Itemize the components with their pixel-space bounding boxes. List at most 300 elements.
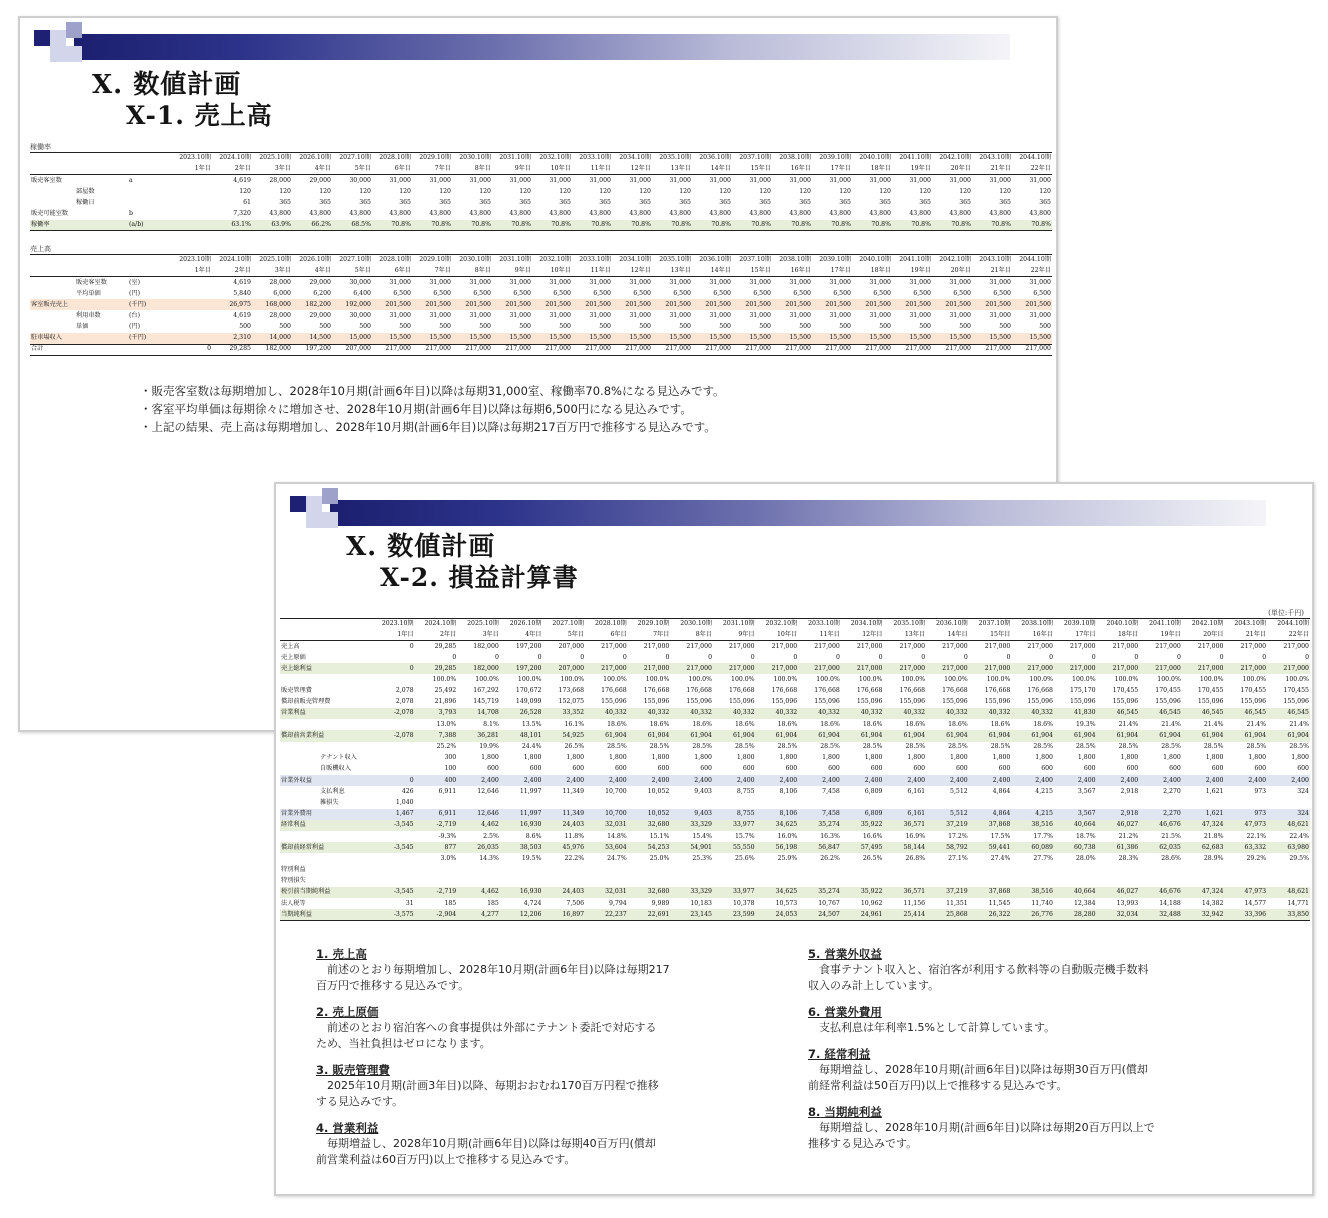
value-cell: 28,000 — [252, 277, 292, 288]
value-cell: 61,904 — [756, 730, 799, 741]
value-cell: 43,800 — [669, 209, 691, 217]
value-cell — [1139, 865, 1182, 876]
value-cell: 27.4% — [990, 854, 1011, 862]
period-header: 2036.10期 — [692, 153, 732, 164]
value-cell: 31,000 — [972, 175, 1012, 186]
header-spacer — [128, 266, 172, 277]
value-cell: 2,918 — [1120, 787, 1139, 795]
value-cell: 29,000 — [292, 175, 332, 186]
value-cell: 43,800 — [789, 209, 811, 217]
value-cell: 500 — [719, 323, 731, 331]
value-cell: 31,000 — [629, 311, 651, 319]
value-cell: 31,000 — [452, 175, 492, 186]
value-cell: 10,700 — [605, 787, 627, 795]
value-cell: 1,800 — [1120, 754, 1139, 762]
page-subtitle: X-1. 売上高 — [126, 101, 273, 130]
value-cell: 100.0% — [986, 675, 1011, 683]
value-cell: 217,000 — [1182, 641, 1225, 652]
value-cell — [415, 865, 458, 876]
value-cell: 18.6% — [649, 720, 670, 728]
value-cell — [1182, 865, 1225, 876]
value-cell: 0 — [878, 653, 883, 661]
value-cell: 26.5% — [862, 854, 883, 862]
row-label: 営業利益 — [280, 708, 372, 719]
value-cell: 11,997 — [519, 787, 542, 795]
value-cell — [926, 865, 969, 876]
year-header: 19年目 — [892, 266, 932, 277]
value-cell: 25,492 — [434, 687, 457, 695]
value-cell: 46,545 — [1225, 708, 1268, 719]
value-cell: 15,500 — [852, 333, 892, 344]
value-cell — [172, 175, 212, 186]
value-cell — [1267, 865, 1310, 876]
value-cell: 4,462 — [457, 887, 500, 898]
value-cell: 70.8% — [572, 220, 612, 231]
header-spacer — [128, 255, 172, 266]
period-header: 2027.10期 — [543, 619, 586, 630]
value-cell: 201,500 — [412, 299, 452, 310]
value-cell: 13,993 — [1116, 899, 1139, 907]
row-unit: (円) — [129, 323, 141, 331]
value-cell: 43,800 — [869, 209, 891, 217]
period-header: 2044.10期 — [1012, 153, 1052, 164]
value-cell: 217,000 — [732, 344, 772, 355]
year-header: 4年目 — [292, 164, 332, 175]
value-cell — [756, 798, 799, 809]
value-cell: 120 — [239, 187, 251, 195]
value-cell: 201,500 — [932, 299, 972, 310]
value-cell — [172, 322, 212, 333]
value-cell: 100.0% — [901, 675, 926, 683]
value-cell: 61,904 — [841, 730, 884, 741]
value-cell: 4,864 — [969, 809, 1012, 820]
value-cell: 365 — [599, 198, 611, 206]
value-cell: 31,000 — [892, 277, 932, 288]
value-cell: 217,000 — [772, 344, 812, 355]
value-cell — [172, 186, 212, 197]
value-cell: 1,621 — [1182, 809, 1225, 820]
value-cell: 120 — [719, 187, 731, 195]
header-spacer — [30, 153, 128, 164]
year-header: 18年目 — [852, 266, 892, 277]
period-header: 2031.10期 — [492, 153, 532, 164]
value-cell: 201,500 — [892, 299, 932, 310]
value-cell: 58,144 — [884, 842, 927, 853]
value-cell: 600 — [785, 765, 798, 773]
value-cell: 100.0% — [944, 675, 968, 683]
bullet-item: ・上記の結果、売上高は毎期増加し、2028年10月期(計画6年目)以降は毎期217百万円で推移する見込みです。 — [140, 420, 716, 434]
value-cell: 14,708 — [457, 708, 500, 719]
value-cell — [415, 876, 458, 887]
table-row — [280, 865, 1310, 876]
value-cell: 217,000 — [692, 344, 732, 355]
year-header: 16年目 — [772, 164, 812, 175]
value-cell: 155,096 — [899, 698, 926, 706]
value-cell: 6,500 — [473, 289, 491, 297]
value-cell: 28.5% — [1118, 743, 1139, 751]
note-body: 2025年10月期(計画3年目)以降、毎期おおむね170百万円程で推移 する見込みです。 — [316, 1079, 659, 1108]
period-header: 2031.10期 — [713, 619, 756, 630]
period-header: 2030.10期 — [452, 255, 492, 266]
value-cell: 61,904 — [1097, 730, 1140, 741]
value-cell: 31,000 — [652, 277, 692, 288]
value-cell: 2,400 — [884, 775, 927, 786]
value-cell: 2,270 — [1139, 809, 1182, 820]
value-cell: 8,755 — [736, 787, 755, 795]
row-unit — [128, 344, 172, 355]
value-cell — [670, 798, 713, 809]
value-cell: 63,980 — [1267, 842, 1310, 853]
year-header: 4年目 — [500, 630, 543, 641]
year-header: 19年目 — [892, 164, 932, 175]
value-cell: 24,961 — [841, 909, 884, 920]
year-header: 5年目 — [543, 630, 586, 641]
table-row — [280, 853, 1310, 864]
year-header: 20年目 — [932, 266, 972, 277]
value-cell: 100.0% — [645, 675, 670, 683]
value-cell: 70.8% — [972, 220, 1012, 231]
value-cell: 37,868 — [969, 820, 1012, 831]
header-square — [50, 30, 66, 46]
value-cell: 33,329 — [670, 820, 713, 831]
value-cell: 182,000 — [457, 641, 500, 652]
value-cell: 201,500 — [692, 299, 732, 310]
value-cell: 120 — [879, 187, 891, 195]
year-header: 6年目 — [372, 266, 412, 277]
value-cell: 31,000 — [772, 175, 812, 186]
value-cell — [457, 876, 500, 887]
value-cell: 0 — [1305, 653, 1309, 661]
value-cell — [1182, 876, 1225, 887]
value-cell: 18.6% — [1033, 720, 1053, 728]
value-cell: 18.6% — [820, 720, 840, 728]
year-header: 15年目 — [732, 164, 772, 175]
value-cell: 120 — [479, 187, 491, 195]
period-header: 2036.10期 — [926, 619, 969, 630]
header-square — [66, 46, 82, 62]
row-label: 支払利息 — [320, 787, 345, 795]
value-cell: 6,911 — [438, 787, 457, 795]
value-cell: 155,096 — [771, 698, 798, 706]
value-cell: 31,000 — [509, 311, 531, 319]
value-cell: 70.8% — [452, 220, 492, 231]
note-body: 前述のとおり宿泊客への食事提供は外部にテナント委託で対応する ため、当社負担はゼロになります。 — [316, 1021, 657, 1050]
value-cell: 176,668 — [729, 687, 755, 695]
note-item — [316, 946, 756, 994]
year-header: 10年目 — [532, 164, 572, 175]
row-label: 売上高 — [280, 641, 372, 652]
value-cell: 24.4% — [521, 743, 542, 751]
value-cell: 29,000 — [292, 277, 332, 288]
period-header: 2043.10期 — [972, 255, 1012, 266]
value-cell: 2,310 — [212, 333, 252, 344]
table-row — [30, 277, 1052, 288]
value-cell: 197,200 — [500, 663, 543, 674]
value-cell: 2,400 — [585, 775, 628, 786]
value-cell: 120 — [559, 187, 571, 195]
value-cell: 28.5% — [777, 743, 798, 751]
value-cell: 28.0% — [1075, 854, 1096, 862]
value-cell: 365 — [359, 198, 371, 206]
value-cell: 10,573 — [775, 899, 798, 907]
value-cell: 500 — [439, 323, 451, 331]
value-cell: 120 — [839, 187, 851, 195]
value-cell: 201,500 — [452, 299, 492, 310]
year-header: 2年目 — [415, 630, 458, 641]
year-header: 13年目 — [652, 266, 692, 277]
value-cell: 40,332 — [841, 708, 884, 719]
section-label: 稼働率 — [30, 143, 51, 151]
period-header: 2028.10期 — [372, 153, 412, 164]
note-heading: 6. 営業外費用 — [808, 1005, 882, 1019]
value-cell: 35,922 — [841, 820, 884, 831]
value-cell: -9.3% — [438, 832, 457, 840]
value-cell — [172, 333, 212, 344]
value-cell: 10,052 — [628, 809, 671, 820]
value-cell: 6,500 — [633, 289, 651, 297]
value-cell: 31,000 — [1012, 175, 1052, 186]
page-title: X. 数値計画 — [92, 70, 242, 100]
value-cell: 201,500 — [372, 299, 412, 310]
value-cell: 217,000 — [670, 663, 713, 674]
value-cell: 21.4% — [1203, 720, 1224, 728]
value-cell: 57,495 — [841, 842, 884, 853]
value-cell: 2,400 — [1139, 775, 1182, 786]
value-cell: 31,000 — [909, 311, 931, 319]
value-cell: 31,000 — [772, 277, 812, 288]
value-cell — [798, 865, 841, 876]
value-cell: 4,277 — [457, 909, 500, 920]
value-cell: -3,545 — [372, 820, 415, 831]
value-cell: 43,800 — [1029, 209, 1051, 217]
value-cell: 217,000 — [798, 663, 841, 674]
value-cell: 38,503 — [500, 842, 543, 853]
value-cell: 18.6% — [734, 720, 755, 728]
row-label: 部屋数 — [76, 187, 95, 195]
value-cell: 33,977 — [713, 820, 756, 831]
value-cell: 15,500 — [972, 333, 1012, 344]
value-cell: 600 — [487, 765, 499, 773]
header-spacer — [128, 164, 172, 175]
table-row — [30, 299, 1052, 310]
period-header: 2040.10期 — [1097, 619, 1140, 630]
value-cell: 600 — [1254, 765, 1267, 773]
value-cell — [628, 865, 671, 876]
value-cell: 31,000 — [389, 311, 411, 319]
value-cell: 40,332 — [926, 708, 969, 719]
header-bar — [74, 34, 1010, 60]
value-cell: 500 — [359, 323, 371, 331]
value-cell: 28.5% — [1033, 743, 1053, 751]
value-cell: 0 — [750, 653, 755, 661]
value-cell: 600 — [572, 765, 585, 773]
table-row — [30, 344, 1052, 355]
value-cell: 0 — [494, 653, 499, 661]
value-cell: 13.0% — [436, 720, 457, 728]
value-cell: 192,000 — [332, 299, 372, 310]
value-cell: 31,000 — [589, 311, 611, 319]
value-cell: 56,198 — [756, 842, 799, 853]
value-cell: 28.5% — [607, 743, 627, 751]
value-cell: 201,500 — [852, 299, 892, 310]
value-cell: 120 — [639, 187, 651, 195]
period-header: 2033.10期 — [572, 255, 612, 266]
row-label: 自販機収入 — [320, 765, 351, 773]
value-cell: 201,500 — [772, 299, 812, 310]
year-header: 22年目 — [1012, 266, 1052, 277]
table-row — [30, 197, 1052, 208]
value-cell: 1,800 — [1205, 754, 1224, 762]
value-cell — [1097, 865, 1140, 876]
value-cell: 61,904 — [1267, 730, 1310, 741]
value-cell: 28.5% — [1289, 743, 1309, 751]
value-cell: 217,000 — [812, 344, 852, 355]
value-cell: 100.0% — [603, 675, 627, 683]
value-cell: 31,000 — [692, 277, 732, 288]
row-label: 売上原価 — [281, 653, 306, 661]
value-cell: 32,680 — [628, 820, 671, 831]
row-label: 税引前当期純利益 — [280, 887, 372, 898]
period-header: 2040.10期 — [852, 153, 892, 164]
value-cell: 29.2% — [1246, 854, 1267, 862]
value-cell: 217,000 — [1011, 641, 1054, 652]
year-header: 17年目 — [1054, 630, 1097, 641]
value-cell: 365 — [639, 198, 651, 206]
period-header: 2044.10期 — [1267, 619, 1310, 630]
value-cell: 24,053 — [756, 909, 799, 920]
value-cell: 70.8% — [532, 220, 572, 231]
value-cell: 217,000 — [612, 344, 652, 355]
period-header: 2043.10期 — [1225, 619, 1268, 630]
value-cell: 6,500 — [993, 289, 1011, 297]
header-spacer — [280, 619, 372, 630]
value-cell: 48,621 — [1267, 887, 1310, 898]
value-cell: 1,800 — [1248, 754, 1267, 762]
value-cell: 8,106 — [779, 787, 798, 795]
value-cell: 37,219 — [926, 887, 969, 898]
value-cell: 43,800 — [549, 209, 571, 217]
row-label: 販売客室数 — [30, 175, 128, 186]
note-heading: 7. 経常利益 — [808, 1047, 871, 1061]
value-cell: 11,740 — [1031, 899, 1053, 907]
period-header: 2042.10期 — [932, 153, 972, 164]
value-cell: 600 — [870, 765, 883, 773]
period-header: 2034.10期 — [612, 153, 652, 164]
value-cell — [841, 865, 884, 876]
value-cell: 55,550 — [713, 842, 756, 853]
value-cell: 61,904 — [1139, 730, 1182, 741]
value-cell: 365 — [999, 198, 1011, 206]
period-header: 2024.10期 — [212, 153, 252, 164]
table-row — [280, 674, 1310, 685]
table-row — [280, 753, 1310, 764]
value-cell: 36,571 — [884, 820, 927, 831]
year-header: 21年目 — [1225, 630, 1268, 641]
year-header: 12年目 — [612, 266, 652, 277]
value-cell: 217,000 — [1054, 641, 1097, 652]
value-cell: 0 — [537, 653, 542, 661]
value-cell: 61,904 — [1054, 730, 1097, 741]
value-cell: 25,868 — [926, 909, 969, 920]
value-cell: 0 — [372, 775, 415, 786]
notes-right — [808, 946, 1248, 1162]
value-cell: 25,414 — [884, 909, 927, 920]
value-cell: 28.5% — [1203, 743, 1224, 751]
value-cell: 365 — [759, 198, 771, 206]
value-cell: 25.2% — [436, 743, 457, 751]
value-cell — [372, 853, 415, 864]
value-cell: 600 — [913, 765, 926, 773]
value-cell: 145,719 — [473, 698, 499, 706]
value-cell: 500 — [279, 323, 291, 331]
value-cell: 6,911 — [415, 809, 458, 820]
period-header: 2026.10期 — [500, 619, 543, 630]
value-cell: 500 — [599, 323, 611, 331]
value-cell: 217,000 — [972, 344, 1012, 355]
value-cell: 9,989 — [651, 899, 670, 907]
value-cell: 21.4% — [1246, 720, 1267, 728]
value-cell: 31,000 — [612, 175, 652, 186]
value-cell: 22,237 — [585, 909, 628, 920]
value-cell: 3,793 — [415, 708, 458, 719]
value-cell: 365 — [439, 198, 451, 206]
value-cell: 217,000 — [841, 641, 884, 652]
value-cell — [670, 876, 713, 887]
year-header: 7年目 — [628, 630, 671, 641]
value-cell: 31,000 — [692, 175, 732, 186]
value-cell: 61,386 — [1097, 842, 1140, 853]
value-cell: 15,500 — [372, 333, 412, 344]
value-cell: 22.4% — [1289, 832, 1309, 840]
value-cell: 10,700 — [585, 809, 628, 820]
value-cell: 217,000 — [713, 663, 756, 674]
value-cell: 207,000 — [543, 663, 586, 674]
value-cell: 31,000 — [372, 175, 412, 186]
value-cell: 31,000 — [1029, 311, 1051, 319]
value-cell: 149,099 — [515, 698, 542, 706]
value-cell: 2.5% — [483, 832, 499, 840]
value-cell: 0 — [372, 663, 415, 674]
value-cell: 32,034 — [1097, 909, 1140, 920]
value-cell — [713, 876, 756, 887]
value-cell: 40,332 — [585, 708, 628, 719]
value-cell: 176,668 — [771, 687, 798, 695]
section-label: 売上高 — [30, 245, 51, 253]
table-row — [30, 333, 1052, 344]
value-cell: 201,500 — [652, 299, 692, 310]
row-label: 償却前営業利益 — [280, 730, 372, 741]
value-cell: 48,621 — [1267, 820, 1310, 831]
row-label: 販売可能室数 — [31, 209, 69, 217]
value-cell: 1,800 — [736, 754, 755, 762]
value-cell: 17.2% — [948, 832, 968, 840]
value-cell: 33,850 — [1267, 909, 1310, 920]
value-cell: 11,349 — [562, 787, 585, 795]
value-cell: 217,000 — [852, 344, 892, 355]
value-cell: 600 — [614, 765, 627, 773]
value-cell — [372, 652, 415, 663]
value-cell: 21.5% — [1161, 832, 1181, 840]
row-label: 販売客室数 — [30, 277, 128, 288]
value-cell: 22,691 — [628, 909, 671, 920]
year-header: 9年目 — [492, 164, 532, 175]
value-cell: 31,000 — [1012, 277, 1052, 288]
value-cell: 500 — [679, 323, 691, 331]
value-cell: 217,000 — [1267, 663, 1310, 674]
value-cell: 31,000 — [492, 175, 532, 186]
value-cell: 217,000 — [926, 663, 969, 674]
row-unit: a — [128, 175, 172, 186]
